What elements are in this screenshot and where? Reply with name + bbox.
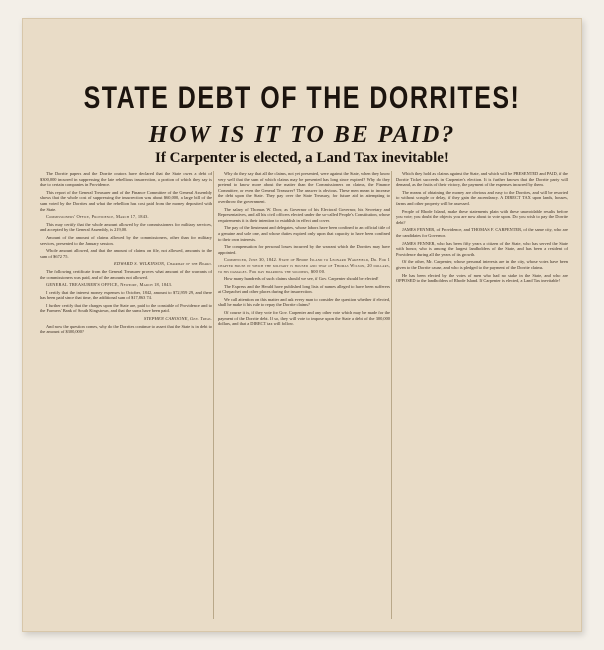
paragraph: The compensation for personal losses incurred by the warrant which the Dorrites may have appointed.	[218, 244, 390, 255]
paragraph: Why do they say that all the claims, not yet presented, were against the State, when they know very well that the sum of which claims may be presented has long since expired? Why do they pretend to know more about the matter than the Commissioners on claims, the Finance Committee, or even the General Treasurer? The answer is obvious. These men mean to increase the debt upon the State. They pay over the State Treasury, for future aid in attempting to overthrow the government.	[218, 171, 390, 204]
paragraph: GENERAL TREASURER'S OFFICE, Newport, March 18, 1843.	[46, 282, 173, 288]
paragraph: He has been elected by the votes of men who had no stake in the State, and who are OPPOSED to the landholders of Rhode Island. If Carpenter is elected, a Land Tax inevitable!	[396, 272, 568, 284]
paragraph: This may certify that the whole amount allowed by the commissioners for military services, and accepted by the General Assembly, is 219,00.	[40, 221, 212, 233]
paragraph: Commissioners' Office, Providence, March 17, 1843.	[46, 214, 149, 220]
column-divider	[213, 171, 214, 619]
paragraph: Of course it is, if they vote for Gov. Carpenter and any other vote which may be made for the payment of the Dorrite debt. If so, they will vote to impose upon the State a debt of the 300,000 dollars, and that a DIRECT tax will follow.	[218, 310, 390, 327]
paragraph: I further certify that the charges upon the State are, paid to the constable of Providence and to the Farmers' Bank of South Kingstown, and that the sums have been paid.	[40, 302, 212, 314]
paragraph: JAMES FENNER, of Providence, and THOMAS F. CARPENTER, of the same city, who are the candidates for Governor.	[396, 227, 568, 238]
document-deck: If Carpenter is elected, a Land Tax inevitable!	[155, 150, 449, 166]
paragraph: Of the other, Mr. Carpenter, whose personal interests are in the city, whose votes have been given to the Dorrite cause, and who is pledged to the payment of the Dorrite claims.	[396, 259, 568, 270]
document-title: STATE DEBT OF THE DORRITES!	[83, 80, 521, 116]
paragraph: The pay of the lieutenant and delegates, whose labors have been confined to an official title of a genuine and sole one, and whose duties expired only upon that capacity to have been confined to their own interests.	[218, 225, 390, 242]
paragraph: Amount of the amount of claims allowed by the commissioners, other than for military services, presented to the January session.	[40, 234, 212, 246]
paragraph: The means of obtaining the money are obvious and easy to the Dorrites, and will be resorted to without scruple or delay, if they gain the ascendancy. A DIRECT TAX upon lands, houses, farms and other property will be assessed.	[396, 189, 568, 206]
broadside-document	[22, 18, 582, 632]
paragraph: We call attention on this matter and ask every man to consider the question whether if elected, shall he make it his rule to repay the Dorrite claims?	[218, 296, 390, 308]
column-divider	[391, 171, 392, 619]
signature: EDWARD S. WILKINSON, Chairman of the Board.	[113, 261, 212, 267]
signature: STEPHEN CAHOONE, Gen. Treas.	[143, 316, 212, 322]
paragraph: Whole amount allowed, and that the amount of claims on file, not allowed, amounts to the sum of $672 75.	[40, 248, 212, 259]
paragraph: And now the question comes, why do the Dorrites continue to assert that the State is in debt to the amount of $300,000?	[40, 323, 212, 335]
text-column-left	[40, 171, 212, 621]
paragraph: Commenced, June 30, 1842. State of Rhode Island to Leonard Wakefield, Dr. For 1 chapter house in which the military is housed and that of Thomas Wilson, 20 dollars, to his damages. For day boarding the soldiers, $00 00.	[218, 257, 390, 274]
paragraph: The Dorrite papers and the Dorrite orators have declared that the State owes a debt of $300,000 incurred in suppressing the late rebellious insurrection, a portion of which they say is due to certain companies in Providence.	[40, 171, 212, 188]
paragraph: The following certificate from the General Treasurer proves what amount of the warrants of the commissioners was paid, and of the amounts not allowed.	[40, 268, 212, 280]
paragraph: Which they hold as claims against the State, and which will be PRESENTED and PAID, if the Dorrite Ticket succeeds in Carpenter's election. It is further known that the Dorrite party will demand, as the fruits of their victory, the payment of the expenses incurred by them.	[396, 171, 568, 188]
paragraph: JAMES FENNER, who has been fifty years a citizen of the State, who has served the State with honor, who is among the largest landholders of the State, and has been a resident of Providence during all the years of its growth.	[396, 240, 568, 257]
paragraph: The Express and the Herald have published long lists of names alleged to have been sufferers at Chepachet and other places during the insurrection.	[218, 283, 390, 295]
text-column-middle	[218, 171, 390, 621]
paragraph: People of Rhode Island, make these statements plain with these unavoidable results before you vote; you doubt the objects you are now about to vote upon. Do you wish to pay the Dorrite debt?	[396, 208, 568, 225]
text-column-right	[396, 171, 568, 621]
document-subtitle: HOW IS IT TO BE PAID?	[148, 122, 456, 148]
paragraph: I certify that the interest money expenses to October, 1842, amount to $72,959 29, and there has been paid since that time, the additional sum of $17,863 74.	[40, 289, 212, 301]
paragraph: How many hundreds of such claims should we see, if Gov. Carpenter should be elected!	[224, 276, 379, 282]
paragraph: This report of the General Treasurer and of the Finance Committee of the General Assembly shows that the whole cost of suppressing the insurrection was about $60,000, a large bill of the sum voted by the Dorrites and what the rebellion has cost paid from the money deposited with the State.	[40, 189, 212, 212]
paragraph: The salary of Thomas W. Dorr, as Governor of his Electoral Governor, his Secretary and Representatives, and all his civil officers elected under the so-called People's Constitution, whose requirements it is their intention to establish in effect and cover.	[218, 206, 390, 223]
